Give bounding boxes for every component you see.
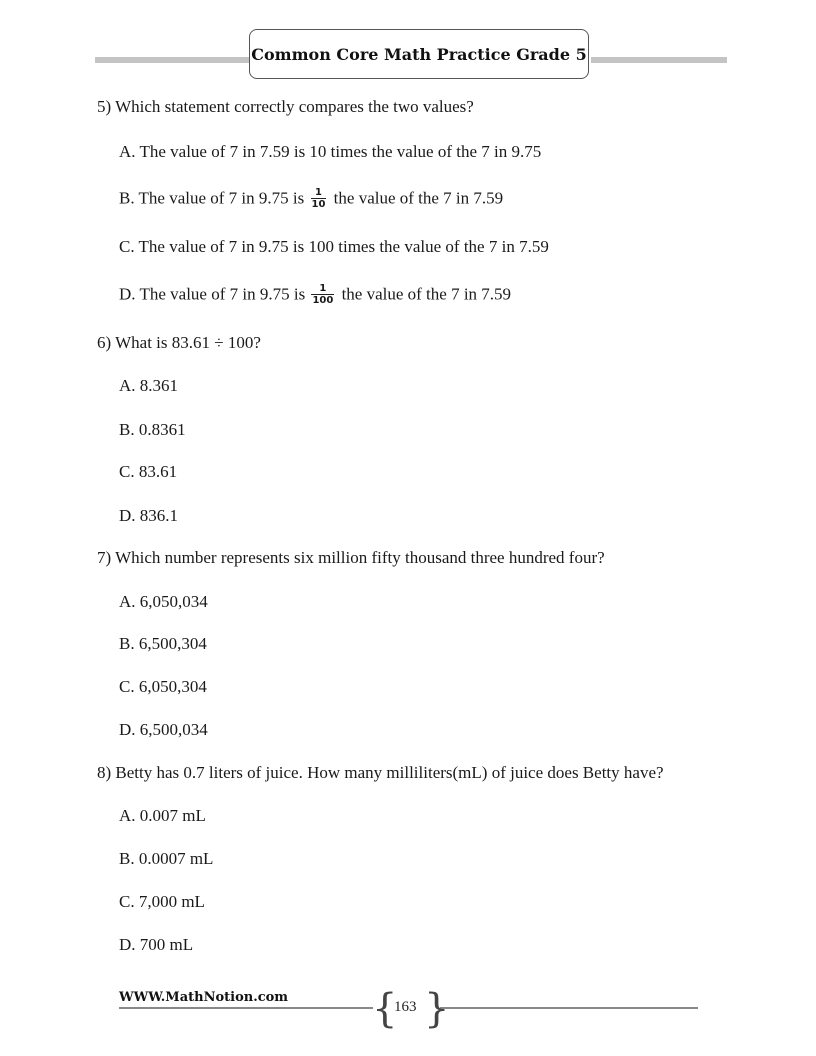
question-7-option-d: D. 6,500,034 xyxy=(119,720,208,739)
question-8-option-a: A. 0.007 mL xyxy=(119,806,206,825)
header-rule-right xyxy=(591,57,727,63)
question-6-option-b: B. 0.8361 xyxy=(119,420,186,439)
fraction xyxy=(311,283,334,306)
option-text-before: B. The value of 7 in 9.75 is xyxy=(119,188,305,208)
question-6-stem: 6) What is 83.61 ÷ 100? xyxy=(97,333,261,352)
question-7-option-c: C. 6,050,304 xyxy=(119,677,207,696)
question-6-option-a: A. 8.361 xyxy=(119,376,179,395)
fraction-numerator: 1 xyxy=(319,283,327,294)
fraction xyxy=(311,187,327,210)
question-6-option-c: C. 83.61 xyxy=(119,462,178,481)
question-7-option-b: B. 6,500,304 xyxy=(119,634,207,653)
footer-rule-right xyxy=(440,1007,698,1009)
open-brace-icon: { xyxy=(372,986,398,1032)
header-rule-left xyxy=(95,57,251,63)
question-8-option-c: C. 7,000 mL xyxy=(119,892,205,911)
option-text-before: D. The value of 7 in 9.75 is xyxy=(119,284,306,304)
question-8-option-d: D. 700 mL xyxy=(119,935,194,954)
fraction-denominator: 100 xyxy=(312,295,334,306)
question-5-option-d xyxy=(119,284,511,307)
footer-website: WWW.MathNotion.com xyxy=(119,990,289,1005)
question-5-option-a: A. The value of 7 in 7.59 is 10 times the value of the 7 in 9.75 xyxy=(119,142,542,161)
question-8-option-b: B. 0.0007 mL xyxy=(119,849,214,868)
option-text-after: the value of the 7 in 7.59 xyxy=(341,284,512,304)
fraction-numerator: 1 xyxy=(314,187,322,198)
option-text-after: the value of the 7 in 7.59 xyxy=(333,188,504,208)
close-brace-icon: } xyxy=(424,986,450,1032)
page-number: 163 xyxy=(394,999,417,1015)
question-5-option-b xyxy=(119,188,503,211)
footer-rule-left xyxy=(119,1007,373,1009)
question-7-stem: 7) Which number represents six million fifty thousand three hundred four? xyxy=(97,548,605,567)
header-title-box xyxy=(249,29,589,79)
question-7-option-a: A. 6,050,034 xyxy=(119,592,208,611)
fraction-denominator: 10 xyxy=(311,199,326,210)
question-6-option-d: D. 836.1 xyxy=(119,506,179,525)
question-8-stem: 8) Betty has 0.7 liters of juice. How many milliliters(mL) of juice does Betty have? xyxy=(97,763,664,782)
header-title: Common Core Math Practice Grade 5 xyxy=(251,44,587,64)
question-5-option-c: C. The value of 7 in 9.75 is 100 times the value of the 7 in 7.59 xyxy=(119,237,549,256)
question-5-stem: 5) Which statement correctly compares the two values? xyxy=(97,97,474,116)
